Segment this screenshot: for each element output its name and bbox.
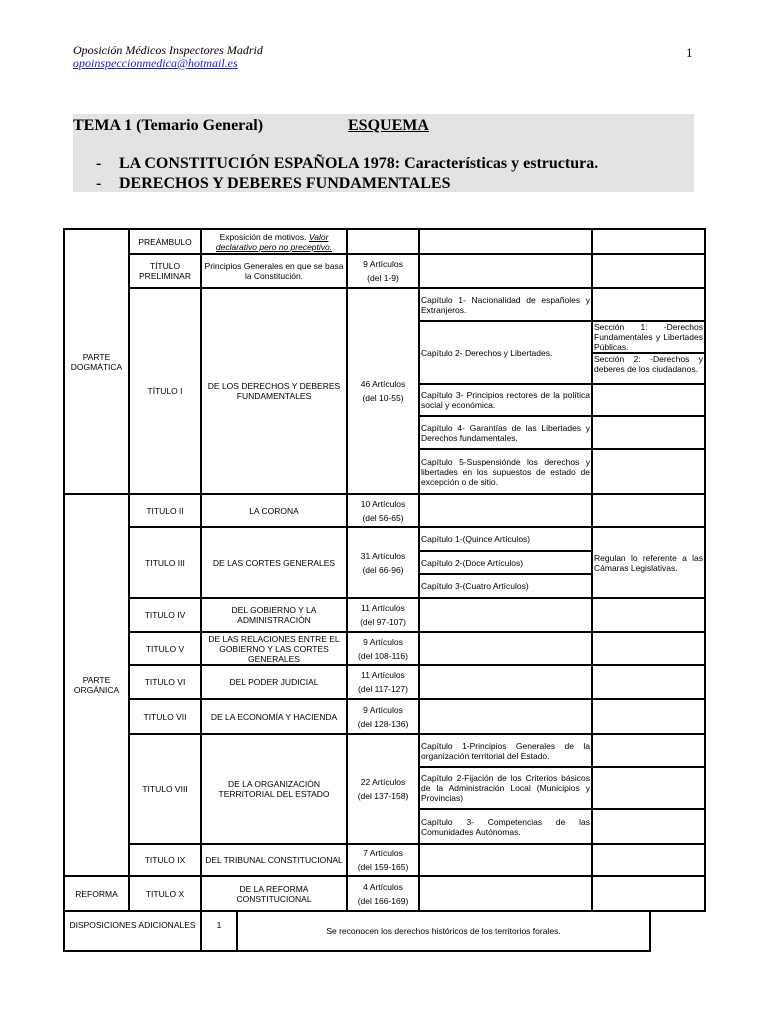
titulo-label: TITULO VIII — [129, 734, 201, 844]
bullet-dash: - — [96, 155, 102, 172]
titulo-label: TITULO III — [129, 527, 201, 598]
titulo-articulos: 4 Artículos (del 166-169) — [347, 876, 419, 911]
capitulo-cell: Capítulo 2-(Doce Artículos) — [419, 551, 592, 574]
disposiciones-texto: Se reconocen los derechos históricos de los territorios forales. — [237, 911, 650, 951]
disposiciones-frame — [63, 910, 651, 952]
titulo-label: TITULO VII — [129, 699, 201, 734]
titulo-label: TÍTULO I — [129, 288, 201, 494]
capitulo-cell: Capítulo 1-(Quince Artículos) — [419, 527, 592, 551]
titulo-label: TITULO VI — [129, 665, 201, 699]
capitulo-cell: Capítulo 1-Principios Generales de la organización territorial del Estado. — [419, 734, 592, 767]
seccion-cell: Sección 2: -Derechos y deberes de los ciudadanos. — [592, 353, 705, 384]
nota-cell: Regulan lo referente a las Cámaras Legislativas. — [592, 527, 705, 598]
titulo-name: DE LA ORGANIZACIÓN TERRITORIAL DEL ESTADO — [201, 734, 347, 844]
titulo-articulos: 10 Artículos (del 56-65) — [347, 494, 419, 527]
header-email-link[interactable]: opoinspeccionmedica@hotmail.es — [73, 56, 238, 70]
titulo-articulos: 9 Artículos (del 1-9) — [347, 254, 419, 288]
tema-title: TEMA 1 (Temario General) — [73, 117, 264, 134]
bullet-item — [96, 155, 598, 173]
table-frame — [63, 228, 706, 912]
bullet-text: DERECHOS Y DEBERES FUNDAMENTALES — [119, 175, 451, 192]
titulo-label: TITULO IX — [129, 844, 201, 876]
titulo-label: TITULO X — [129, 876, 201, 911]
titulo-label: TITULO II — [129, 494, 201, 527]
disposiciones-numero: 1 — [201, 911, 237, 951]
disposiciones-label: DISPOSICIONES ADICIONALES — [64, 911, 201, 951]
titulo-label: TÍTULO PRELIMINAR — [129, 254, 201, 288]
page-number: 1 — [686, 45, 693, 60]
bullet-text: LA CONSTITUCIÓN ESPAÑOLA 1978: Características y estructura. — [119, 155, 599, 172]
capitulo-cell: Capítulo 3- Competencias de las Comunidades Autónomas. — [419, 809, 592, 844]
titulo-articulos: 9 Artículos (del 108-116) — [347, 632, 419, 665]
seccion-cell: Sección 1: -Derechos Fundamentales y Libertades Públicas. — [594, 322, 703, 352]
titulo-articulos: 9 Artículos (del 128-136) — [347, 699, 419, 734]
titulo-name: DE LAS RELACIONES ENTRE EL GOBIERNO Y LAS CORTES GENERALES — [201, 632, 347, 665]
capitulo-cell: Capítulo 1- Nacionalidad de españoles y Extranjeros. — [419, 288, 592, 321]
titulo-name: DEL PODER JUDICIAL — [201, 665, 347, 699]
titulo-name: DE LA REFORMA CONSTITUCIONAL — [201, 876, 347, 911]
titulo-articulos: 46 Artículos (del 10-55) — [347, 288, 419, 494]
titulo-name: LA CORONA — [201, 494, 347, 527]
titulo-articulos: 7 Artículos (del 159-165) — [347, 844, 419, 876]
preambulo-text: Exposición de motivos. Valor declarativo pero no preceptivo. — [201, 229, 347, 254]
titulo-articulos: 22 Artículos (del 137-158) — [347, 734, 419, 844]
titulo-articulos: 31 Artículos (del 66-96) — [347, 527, 419, 598]
titulo-label: TITULO IV — [129, 598, 201, 632]
header-author: Oposición Médicos Inspectores Madrid — [73, 43, 263, 57]
capitulo-cell: Capítulo 3-(Cuatro Artículos) — [419, 574, 592, 598]
capitulo-cell: Capítulo 2-Fijación de los Criterios básicos de la Administración Local (Municipios y Provincias) — [419, 767, 592, 809]
titulo-name: DE LOS DERECHOS Y DEBERES FUNDAMENTALES — [201, 288, 347, 494]
capitulo-cell: Capítulo 5-Suspensiónde los derechos y libertades en los supuestos de estado de excepción o de sitio. — [419, 449, 592, 494]
capitulo-cell: Capítulo 4- Garantías de las Libertades y Derechos fundamentales. — [419, 416, 592, 449]
esquema-title: ESQUEMA — [348, 117, 429, 134]
titulo-name: Principios Generales en que se basa la Constitución. — [201, 254, 347, 288]
titulo-articulos: 11 Artículos (del 117-127) — [347, 665, 419, 699]
titulo-name: DE LA ECONOMÍA Y HACIENDA — [201, 699, 347, 734]
titulo-name: DEL TRIBUNAL CONSTITUCIONAL — [201, 844, 347, 876]
titulo-name: DEL GOBIERNO Y LA ADMINISTRACIÓN — [201, 598, 347, 632]
parte-organica-cell: PARTE ORGÁNICA — [64, 494, 129, 876]
titulo-articulos: 11 Artículos (del 97-107) — [347, 598, 419, 632]
bullet-dash: - — [96, 175, 102, 192]
capitulo-cell: Capítulo 2- Derechos y Libertades. — [419, 321, 592, 384]
titulo-name: DE LAS CORTES GENERALES — [201, 527, 347, 598]
bullet-item — [96, 175, 450, 193]
titulo-label: TITULO V — [129, 632, 201, 665]
parte-dogmatica-cell: PARTE DOGMÁTICA — [64, 229, 129, 494]
capitulo-cell: Capítulo 3- Principios rectores de la política social y económica. — [419, 384, 592, 416]
preambulo-label: PREÁMBULO — [129, 229, 201, 254]
reforma-cell: REFORMA — [64, 876, 129, 911]
